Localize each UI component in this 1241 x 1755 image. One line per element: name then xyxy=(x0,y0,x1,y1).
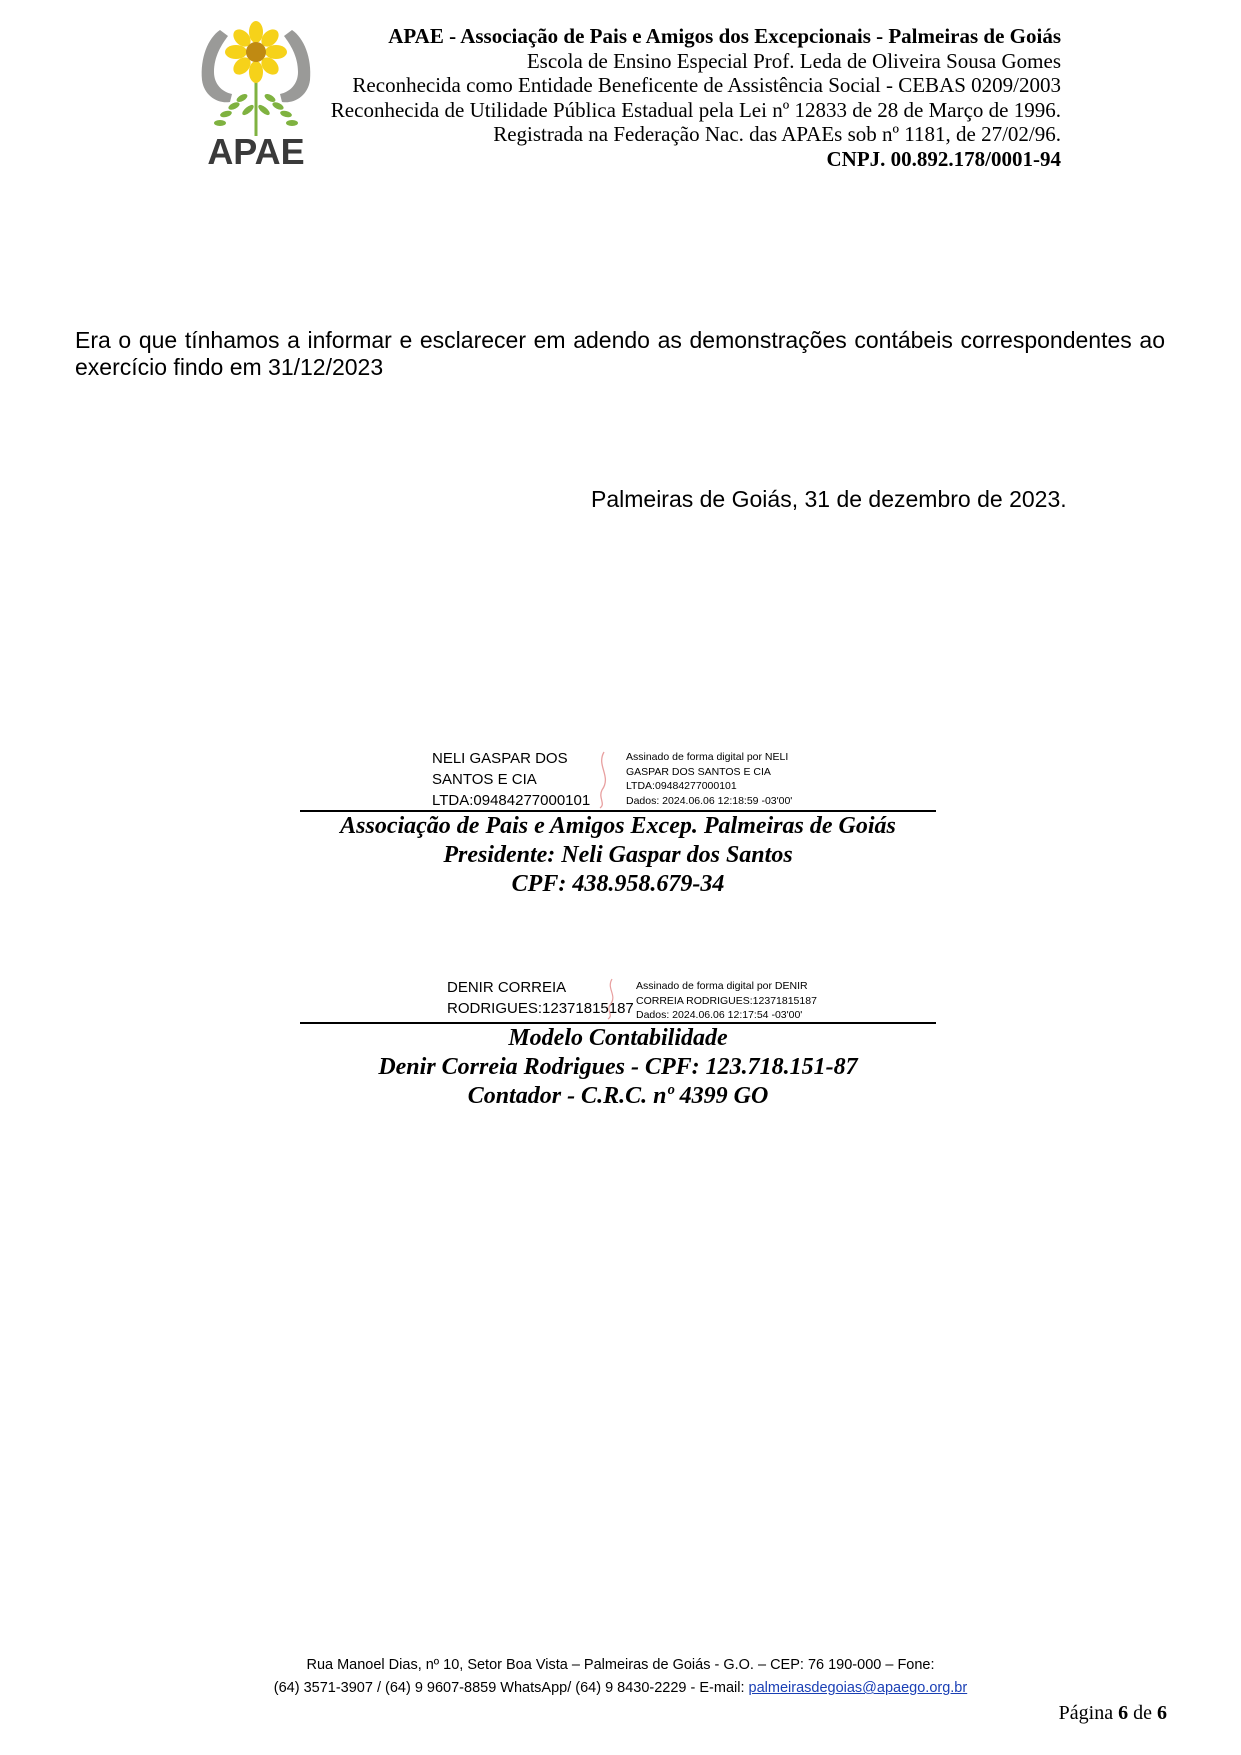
page-total: 6 xyxy=(1157,1702,1167,1724)
signature-mark-icon xyxy=(600,977,624,1021)
cebas-recognition: Reconhecida como Entidade Beneficente de Assistência Social - CEBAS 0209/2003 xyxy=(352,73,1061,97)
digital-signer-name-line: LTDA:09484277000101 xyxy=(432,792,591,809)
page-current: 6 xyxy=(1118,1702,1129,1724)
signature-block-accountant xyxy=(300,977,936,1111)
digital-signer-name-line: NELI GASPAR DOS xyxy=(432,750,568,767)
footer-contact xyxy=(200,1654,1041,1700)
digital-signer-name-line: DENIR CORREIA xyxy=(447,979,567,996)
signer-organization: Associação de Pais e Amigos Excep. Palmeiras de Goiás xyxy=(340,813,896,839)
signer-name-cpf: Denir Correia Rodrigues - CPF: 123.718.151-87 xyxy=(378,1054,858,1080)
page-of: de xyxy=(1133,1702,1152,1724)
letterhead xyxy=(321,24,1061,171)
footer-phone-numbers: (64) 3571-3907 / (64) 9 9607-8859 WhatsApp/ (64) 9 8430-2229 - E-mail: xyxy=(273,1680,749,1696)
public-utility-recognition: Reconhecida de Utilidade Pública Estadual pela Lei nº 12833 de 28 de Março de 1996. xyxy=(330,97,1061,122)
signer-role: Contador - C.R.C. nº 4399 GO xyxy=(467,1083,769,1109)
signature-detail-line: GASPAR DOS SANTOS E CIA xyxy=(626,765,771,778)
footer-address: Rua Manoel Dias, nº 10, Setor Boa Vista – Palmeiras de Goiás - G.O. – CEP: 76 190-000 – Fone: xyxy=(306,1657,935,1673)
digital-signer-name xyxy=(432,748,590,811)
signature-detail-line: CORREIA RODRIGUES:12371815187 xyxy=(636,994,817,1007)
email-link[interactable]: palmeirasdegoias@apaego.org.br xyxy=(748,1680,968,1696)
cnpj: CNPJ. 00.892.178/0001-94 xyxy=(826,146,1061,171)
digital-signature xyxy=(300,977,936,1022)
digital-signer-name-line: RODRIGUES:12371815187 xyxy=(447,1000,634,1017)
signer-role: Presidente: Neli Gaspar dos Santos xyxy=(443,842,793,868)
signature-mark-icon xyxy=(590,750,620,810)
signature-detail-line: Dados: 2024.06.06 12:18:59 -03'00' xyxy=(626,794,793,807)
signer-organization: Modelo Contabilidade xyxy=(508,1025,728,1051)
logo-text: APAE xyxy=(207,131,305,168)
page-label: Página xyxy=(1058,1702,1114,1724)
federation-registration: Registrada na Federação Nac. das APAEs sob nº 1181, de 27/02/96. xyxy=(493,122,1061,146)
digital-signature-details xyxy=(636,979,817,1023)
institution-name: APAE - Associação de Pais e Amigos dos Excepcionais - Palmeiras de Goiás xyxy=(388,24,1061,48)
signature-detail-line: Assinado de forma digital por DENIR xyxy=(636,980,808,992)
page-number xyxy=(1059,1702,1167,1725)
signature-block-president xyxy=(300,748,936,899)
date-line: Palmeiras de Goiás, 31 de dezembro de 2023. xyxy=(591,486,1067,512)
signature-detail-line: Assinado de forma digital por NELI xyxy=(626,751,789,763)
signer-cpf: CPF: 438.958.679-34 xyxy=(511,871,725,897)
digital-signer-name-line: SANTOS E CIA xyxy=(432,771,537,788)
signature-detail-line: LTDA:09484277000101 xyxy=(626,780,737,792)
footer-phones xyxy=(200,1677,1041,1700)
digital-signature-details xyxy=(626,750,792,808)
closing-paragraph: Era o que tínhamos a informar e esclarecer em adendo as demonstrações contábeis correspondentes ao exercício findo em 31/12/2023 xyxy=(75,327,1165,380)
school-name: Escola de Ensino Especial Prof. Leda de Oliveira Sousa Gomes xyxy=(526,48,1061,73)
digital-signature xyxy=(300,748,936,810)
signature-detail-line: Dados: 2024.06.06 12:17:54 -03'00' xyxy=(636,1009,803,1021)
apae-logo xyxy=(190,18,322,168)
